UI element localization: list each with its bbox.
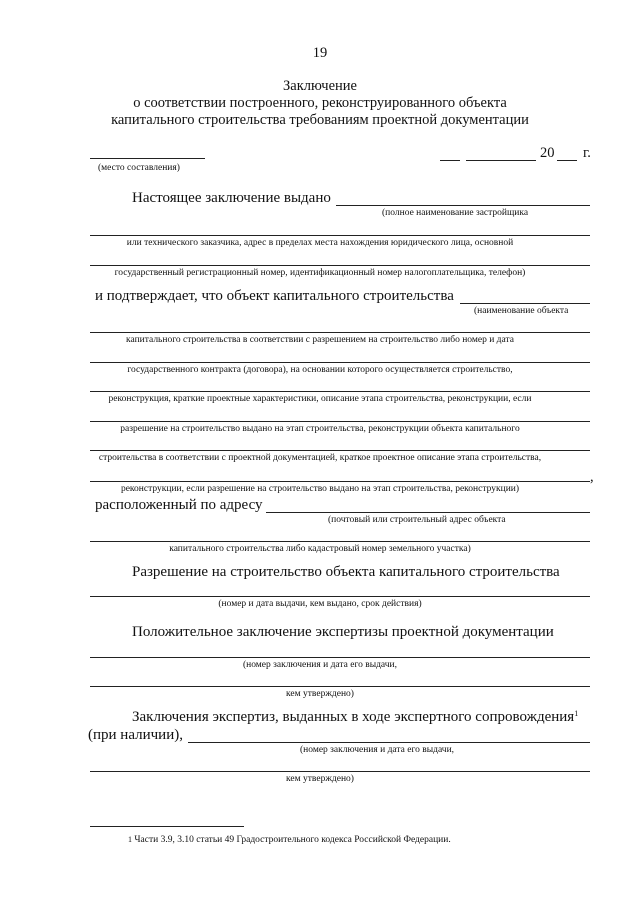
object-comma: , <box>590 469 594 485</box>
permit-line <box>90 596 590 597</box>
located-line <box>266 512 590 513</box>
object-line-3 <box>90 362 590 363</box>
expertise-line-2 <box>90 686 590 687</box>
object-caption-5: разрешение на строительство выдано на этап строительства, реконструкции объекта капитального <box>120 424 520 434</box>
issued-to-label: Настоящее заключение выдано <box>132 190 331 206</box>
support-label <box>132 710 578 725</box>
confirms-label: и подтверждает, что объект капитального строительства <box>95 288 454 304</box>
support-text: Заключения экспертиз, выданных в ходе экспертного сопровождения <box>132 709 575 725</box>
object-line-5 <box>90 421 590 422</box>
place-line <box>90 158 205 159</box>
footnote-mark: 1 <box>128 835 132 844</box>
address-line-2 <box>90 541 590 542</box>
address-caption-2: капитального строительства либо кадастровый номер земельного участка) <box>169 544 471 554</box>
developer-caption: (полное наименование застройщика <box>382 208 529 218</box>
date-day-line <box>440 160 460 161</box>
object-line-2 <box>90 332 590 333</box>
permit-label: Разрешение на строительство объекта капитального строительства <box>132 564 560 580</box>
support-caption-2: кем утверждено) <box>286 774 354 784</box>
expertise-caption: (номер заключения и дата его выдачи, <box>242 660 398 670</box>
title-line-3: капитального строительства требованиям проектной документации <box>111 112 529 128</box>
date-year-prefix: 20 <box>540 145 555 161</box>
permit-caption: (номер и дата выдачи, кем выдано, срок действия) <box>218 599 422 609</box>
located-label: расположенный по адресу <box>95 497 263 513</box>
footnote <box>128 836 451 846</box>
developer-caption-2: или технического заказчика, адрес в пределах места нахождения юридического лица, основной <box>126 238 514 248</box>
title-line-2: о соответствии построенного, реконструированного объекта <box>133 95 507 111</box>
confirms-line <box>460 303 590 304</box>
place-caption: (место составления) <box>98 163 180 173</box>
object-caption-4: реконструкция, краткие проектные характеристики, описание этапа строительства, реконструкции, если <box>108 394 532 404</box>
expertise-line <box>90 657 590 658</box>
object-caption-6: строительства в соответствии с проектной документацией, краткое проектное описание этапа строительства, <box>98 453 542 463</box>
object-line-6 <box>90 450 590 451</box>
title-line-1: Заключение <box>283 78 357 94</box>
support-line-2 <box>90 771 590 772</box>
address-caption: (почтовый или строительный адрес объекта <box>328 515 506 525</box>
developer-caption-3: государственный регистрационный номер, идентификационный номер налогоплательщика, телефон) <box>114 268 526 278</box>
expertise-label: Положительное заключение экспертизы проектной документации <box>132 624 554 640</box>
object-caption-7: реконструкции, если разрешение на строительство выдано на этап строительства, реконструкции) <box>120 484 520 494</box>
footnote-text: Части 3.9, 3.10 статьи 49 Градостроительного кодекса Российской Федерации. <box>134 835 451 845</box>
date-year-suffix: г. <box>583 145 591 161</box>
developer-line-3 <box>90 265 590 266</box>
object-caption: (наименование объекта <box>474 306 569 316</box>
footnote-separator <box>90 826 244 827</box>
issued-to-line <box>336 205 590 206</box>
support-line <box>188 742 590 743</box>
page-number: 19 <box>312 45 328 61</box>
footnote-ref: 1 <box>574 709 579 718</box>
support-caption: (номер заключения и дата его выдачи, <box>300 745 455 755</box>
expertise-caption-2: кем утверждено) <box>286 689 354 699</box>
support-label-2: (при наличии), <box>88 727 183 743</box>
developer-line-2 <box>90 235 590 236</box>
date-year-line <box>557 160 577 161</box>
date-month-line <box>466 160 536 161</box>
object-caption-2: капитального строительства в соответствии с разрешением на строительство либо номер и дата <box>126 335 514 345</box>
object-line-4 <box>90 391 590 392</box>
object-line-7 <box>90 481 590 482</box>
object-caption-3: государственного контракта (договора), на основании которого осуществляется строительство, <box>127 365 513 375</box>
